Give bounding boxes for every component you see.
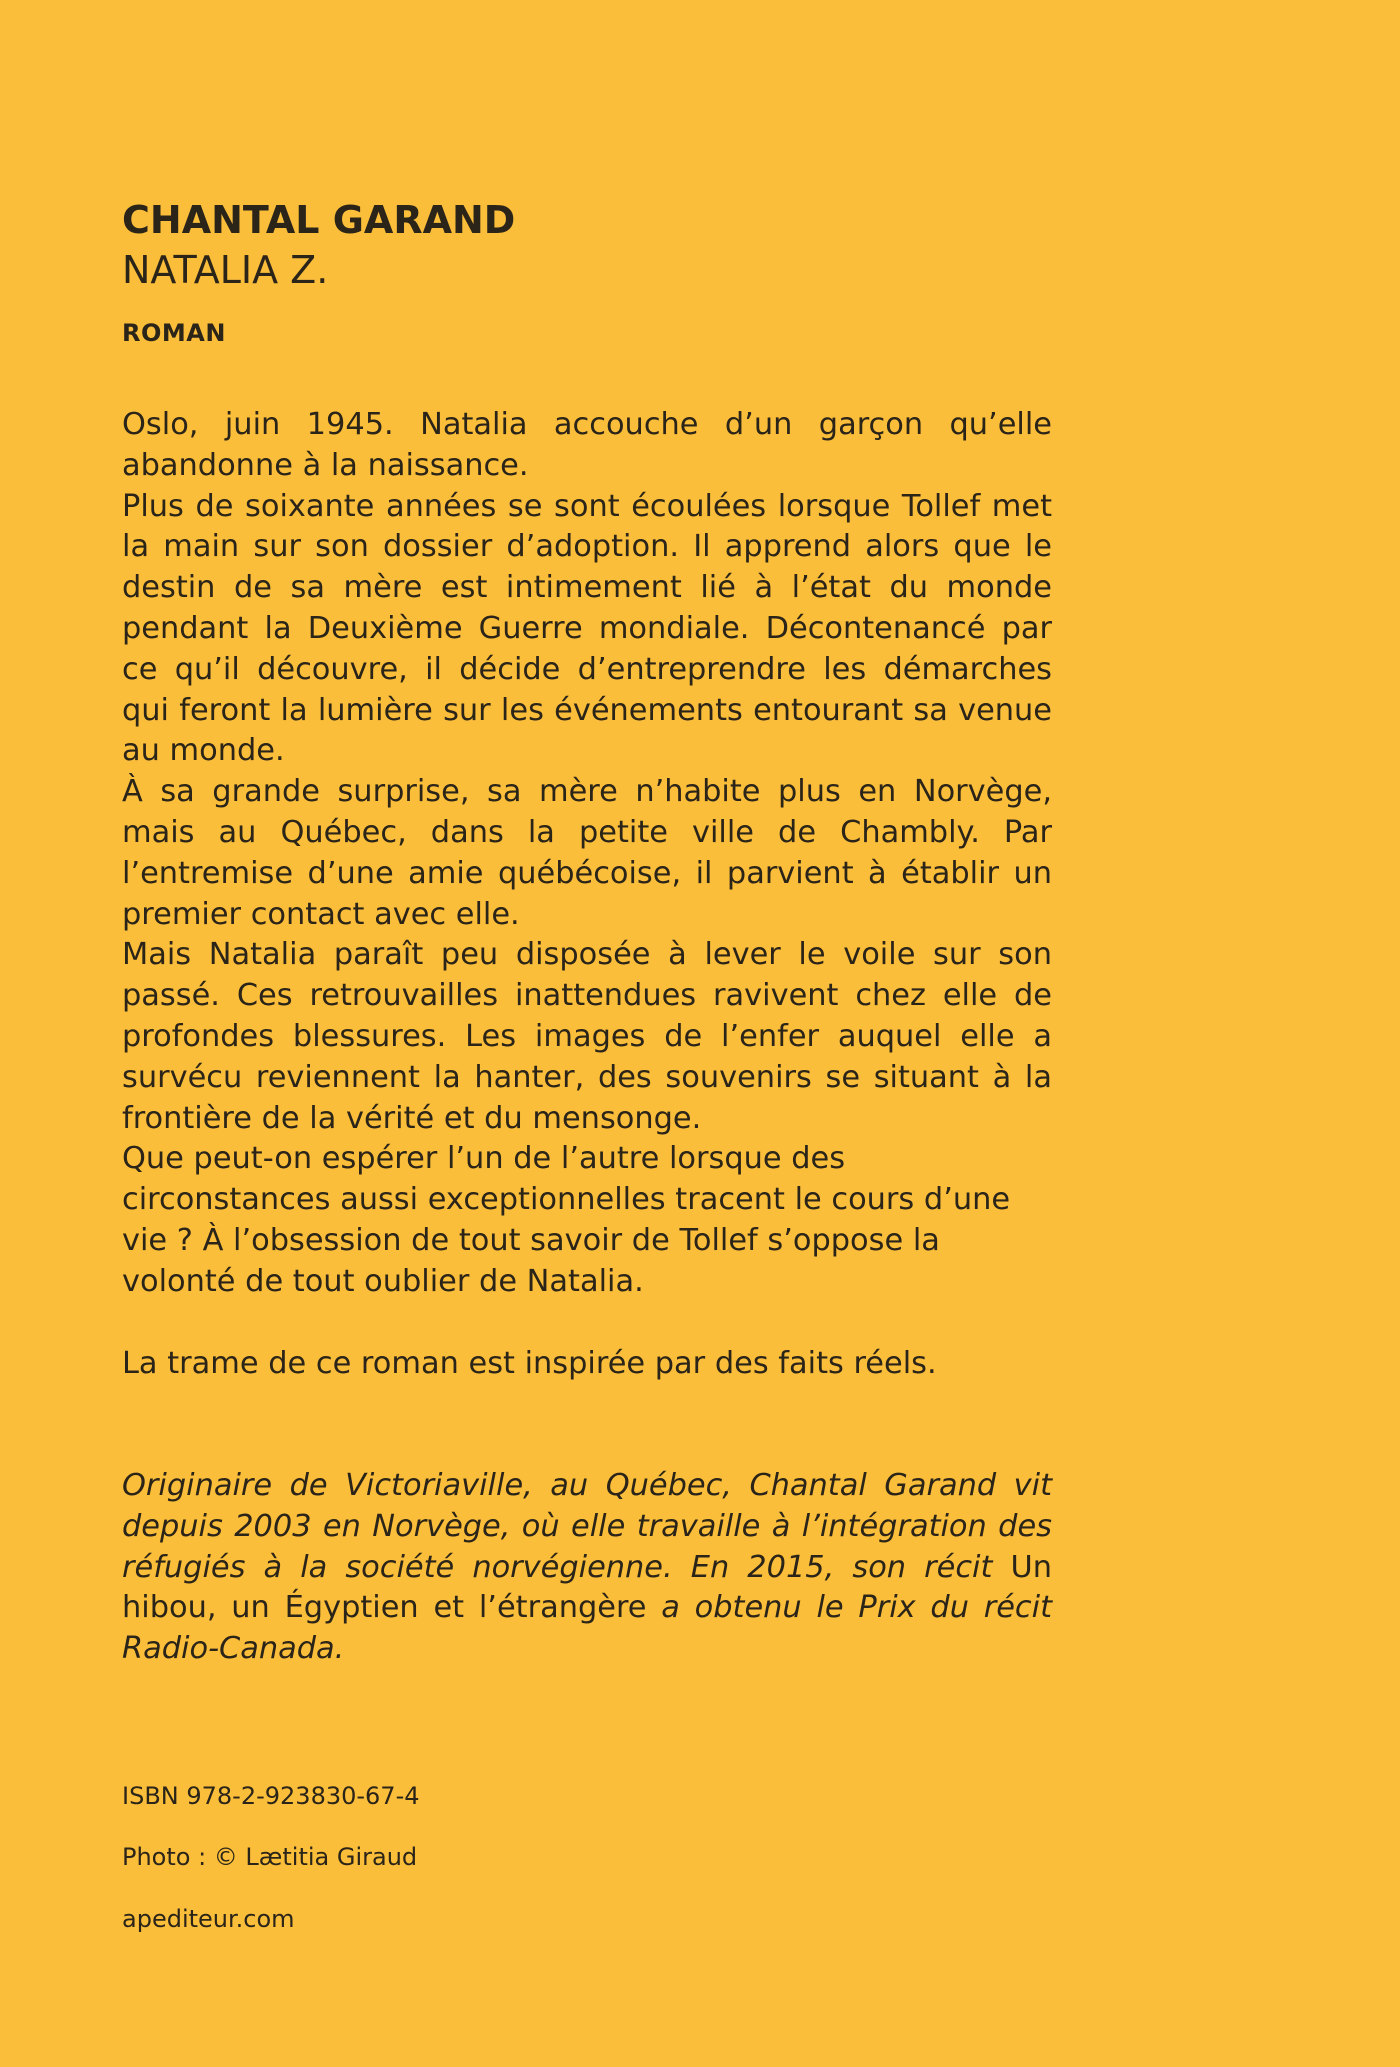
author-bio-text: Originaire de Victoriaville, au Québec, Chantal Garand vit depuis 2003 en Norvège, où elle travaille à l’intégration des réfugiés à la société norvégienne. En 2015, son récit [122, 1468, 1052, 1585]
book-title: NATALIA Z. [122, 248, 329, 292]
author-bio [122, 1466, 1052, 1670]
synopsis-paragraph: Plus de soixante années se sont écoulées lorsque Tollef met la main sur son dossier d’adoption. Il apprend alors que le destin de sa mère est intimement lié à l’état du monde pendant la Deuxième Guerre mondiale. Décontenancé par ce qu’il découvre, il décide d’entreprendre les démarches qui feront la lumière sur les événements entourant sa venue au monde. [122, 488, 1052, 769]
synopsis-paragraph: Mais Natalia paraît peu disposée à lever le voile sur son passé. Ces retrouvailles inattendues ravivent chez elle de profondes blessures. Les images de l’enfer auquel elle a survécu reviennent la hanter, des souvenirs se situant à la frontière de la vérité et du mensonge. [122, 937, 1052, 1136]
synopsis [122, 405, 1052, 1303]
genre-label: ROMAN [122, 319, 226, 347]
author-name: CHANTAL GARAND [122, 198, 516, 242]
publisher-website: apediteur.com [122, 1905, 295, 1933]
back-cover [122, 0, 1052, 2067]
inspired-note: La trame de ce roman est inspirée par des faits réels. [122, 1346, 937, 1381]
synopsis-paragraph: Oslo, juin 1945. Natalia accouche d’un garçon qu’elle abandonne à la naissance. [122, 407, 1052, 483]
synopsis-paragraph: Que peut-on espérer l’un de l’autre lorsque des circonstances aussi exceptionnelles tracent le cours d’une vie ? À l’obsession de tout savoir de Tollef s’oppose la volonté de tout oublier de Natalia. [122, 1141, 1011, 1299]
synopsis-paragraph: À sa grande surprise, sa mère n’habite plus en Norvège, mais au Québec, dans la petite ville de Chambly. Par l’entremise d’une amie québécoise, il parvient à établir un premier contact avec elle. [122, 774, 1052, 932]
photo-credit: Photo : © Lætitia Giraud [122, 1843, 418, 1871]
award-book-title: Un hibou, un Égyptien et l’étrangère [122, 1549, 1052, 1626]
isbn: ISBN 978-2-923830-67-4 [122, 1782, 420, 1810]
author-bio-award: a obtenu le Prix du récit Radio-Canada. [122, 1590, 1052, 1667]
